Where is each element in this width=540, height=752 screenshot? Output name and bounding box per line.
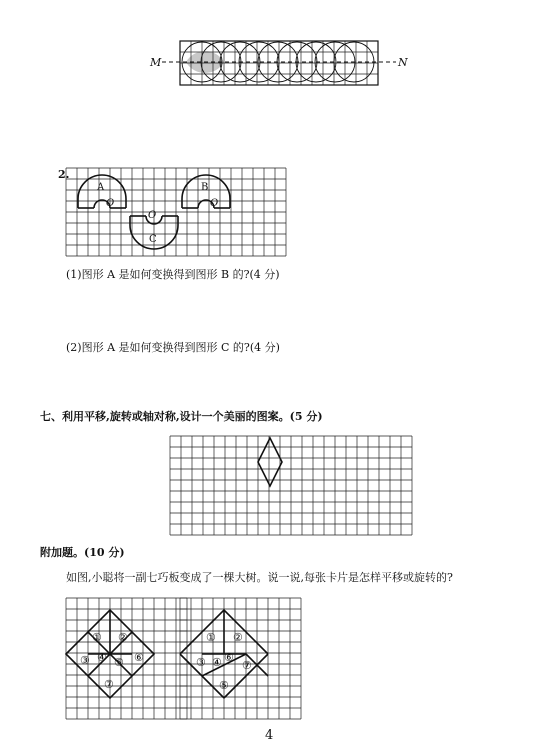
piece-3-right: ③ xyxy=(196,656,206,669)
bonus-text: 如图,小聪将一副七巧板变成了一棵大树。说一说,每张卡片是怎样平移或旋转的? xyxy=(66,571,453,584)
label-o-c: O xyxy=(148,210,157,221)
piece-6-left: ⑥ xyxy=(134,651,144,664)
piece-3-left: ③ xyxy=(80,654,90,667)
page-number: 4 xyxy=(265,728,274,743)
piece-6-right: ⑥ xyxy=(224,651,234,664)
piece-5-left: ⑤ xyxy=(114,656,124,669)
label-c: C xyxy=(149,234,157,245)
problem-2-number: 2. xyxy=(58,168,70,181)
piece-5-right: ⑤ xyxy=(219,679,229,692)
label-o-a: O xyxy=(106,198,115,209)
piece-4-left: ④ xyxy=(97,651,107,664)
piece-2-right: ② xyxy=(233,631,243,644)
bonus-heading: 附加题。(10 分) xyxy=(40,546,125,559)
piece-1-left: ① xyxy=(92,631,102,644)
question-2: (2)图形 A 是如何变换得到图形 C 的?(4 分) xyxy=(66,341,280,354)
piece-7-right: ⑦ xyxy=(242,659,252,672)
label-o-b: O xyxy=(210,198,219,209)
label-n: N xyxy=(398,56,408,69)
question-1: (1)图形 A 是如何变换得到图形 B 的?(4 分) xyxy=(66,268,280,281)
piece-7-left: ⑦ xyxy=(104,678,114,691)
section-7-heading: 七、利用平移,旋转或轴对称,设计一个美丽的图案。(5 分) xyxy=(40,410,323,423)
piece-4-right: ④ xyxy=(212,656,222,669)
piece-1-right: ① xyxy=(206,631,216,644)
label-b: B xyxy=(201,182,209,193)
label-a: A xyxy=(97,182,105,193)
label-m: M xyxy=(150,56,162,69)
piece-2-left: ② xyxy=(118,631,128,644)
